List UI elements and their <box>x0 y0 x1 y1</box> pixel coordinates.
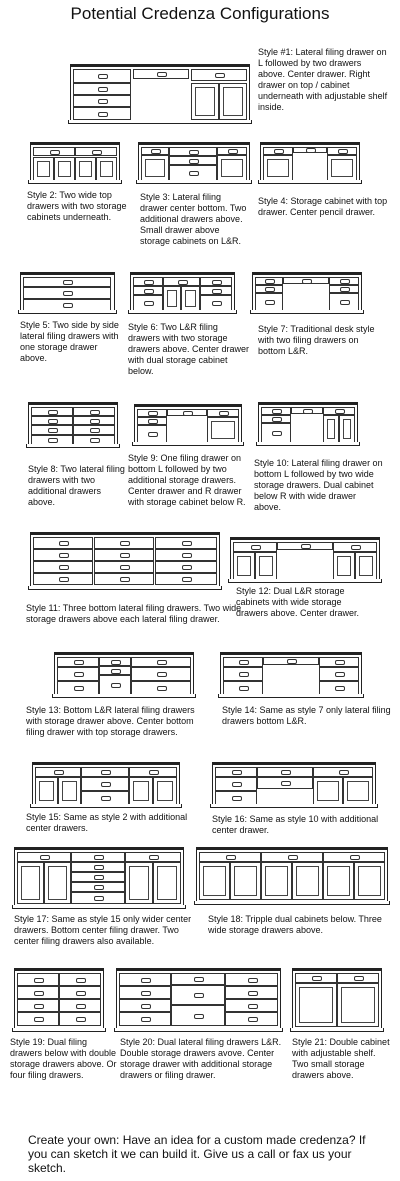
credenza-style-8-illustration <box>28 402 118 446</box>
credenza-style-1-illustration <box>70 64 250 122</box>
style-21-caption: Style 21: Double cabinet with adjustable shelf. Two small storage drawers above. <box>292 1037 390 1080</box>
style-16-caption: Style 16: Same as style 10 with additional center drawer. <box>212 814 379 835</box>
page-title: Potential Credenza Configurations <box>70 4 330 23</box>
style-19-caption: Style 19: Dual filing drawers below with double storage drawers above. Or four filing drawers. <box>10 1037 117 1080</box>
credenza-style-17-illustration <box>14 847 184 907</box>
style-8-caption: Style 8: Two lateral filing drawers with two additional drawers above. <box>28 464 125 507</box>
custom-order-note: Create your own: Have an idea for a custom made credenza? If you can sketch it we can build it. Give us a call or fax us your sketch. <box>28 1133 366 1175</box>
credenza-style-4-illustration <box>260 142 360 182</box>
style-5-caption: Style 5: Two side by side lateral filing drawers with one storage drawer above. <box>20 320 119 363</box>
style-9-caption: Style 9: One filing drawer on bottom L followed by two additional storage drawers. Center drawer and R drawer with storage cabinet below R. <box>128 453 246 507</box>
credenza-style-6-illustration <box>130 272 235 312</box>
credenza-style-11-illustration <box>30 532 220 588</box>
credenza-style-21-illustration <box>292 968 382 1030</box>
credenza-style-20-illustration <box>116 968 281 1030</box>
style-6-caption: Style 6: Two L&R filing drawers with two storage drawers above. Center drawer with dual storage cabinet below. <box>128 322 250 376</box>
credenza-style-12-illustration <box>230 537 380 581</box>
credenza-style-18-illustration <box>196 847 388 903</box>
credenza-style-13-illustration <box>54 652 194 696</box>
credenza-style-9-illustration <box>134 404 242 444</box>
style-12-caption: Style 12: Dual L&R storage cabinets with wide storage drawers above. Center drawer. <box>236 586 360 618</box>
credenza-style-3-illustration <box>138 142 250 182</box>
style-20-caption: Style 20: Dual lateral filing drawers L&R. Double storage drawers avove. Center storage drawer with additional storage drawers or filing drawer. <box>120 1037 282 1080</box>
credenza-style-5-illustration <box>20 272 115 312</box>
style-7-caption: Style 7: Traditional desk style with two filing drawers on bottom L&R. <box>258 324 375 356</box>
style-1-caption: Style #1: Lateral filing drawer on L followed by two drawers above. Center drawer. Right drawer on top / cabinet underneath with adjustable shelf inside. <box>258 47 388 112</box>
style-13-caption: Style 13: Bottom L&R lateral filing drawers with storage drawer above. Center bottom filing drawer with top storage drawers. <box>26 705 195 737</box>
style-11-caption: Style 11: Three bottom lateral filing drawers. Two wide storage drawers above each lateral filing drawer. <box>26 603 242 624</box>
credenza-style-10-illustration <box>258 402 358 444</box>
style-14-caption: Style 14: Same as style 7 only lateral filing drawers bottom L&R. <box>222 705 391 726</box>
style-17-caption: Style 17: Same as style 15 only wider center drawers. Bottom center filing drawer. Two center filing drawers also available. <box>14 914 192 946</box>
style-18-caption: Style 18: Tripple dual cabinets below. Three wide storage drawers above. <box>208 914 382 935</box>
style-4-caption: Style 4: Storage cabinet with top drawer. Center pencil drawer. <box>258 196 388 217</box>
style-3-caption: Style 3: Lateral filing drawer center bottom. Two additional drawers above. Small drawer above storage cabinets on L&R. <box>140 192 247 246</box>
credenza-style-14-illustration <box>220 652 362 696</box>
credenza-style-15-illustration <box>32 762 180 806</box>
credenza-style-16-illustration <box>212 762 376 806</box>
credenza-style-19-illustration <box>14 968 104 1030</box>
style-10-caption: Style 10: Lateral filing drawer on bottom L followed by two wide storage drawers. Dual cabinet below R with wide drawer above. <box>254 458 383 512</box>
credenza-style-2-illustration <box>30 142 120 182</box>
style-15-caption: Style 15: Same as style 2 with additional center drawers. <box>26 812 188 833</box>
style-2-caption: Style 2: Two wide top drawers with two storage cabinets underneath. <box>27 190 127 222</box>
credenza-style-7-illustration <box>252 272 362 312</box>
